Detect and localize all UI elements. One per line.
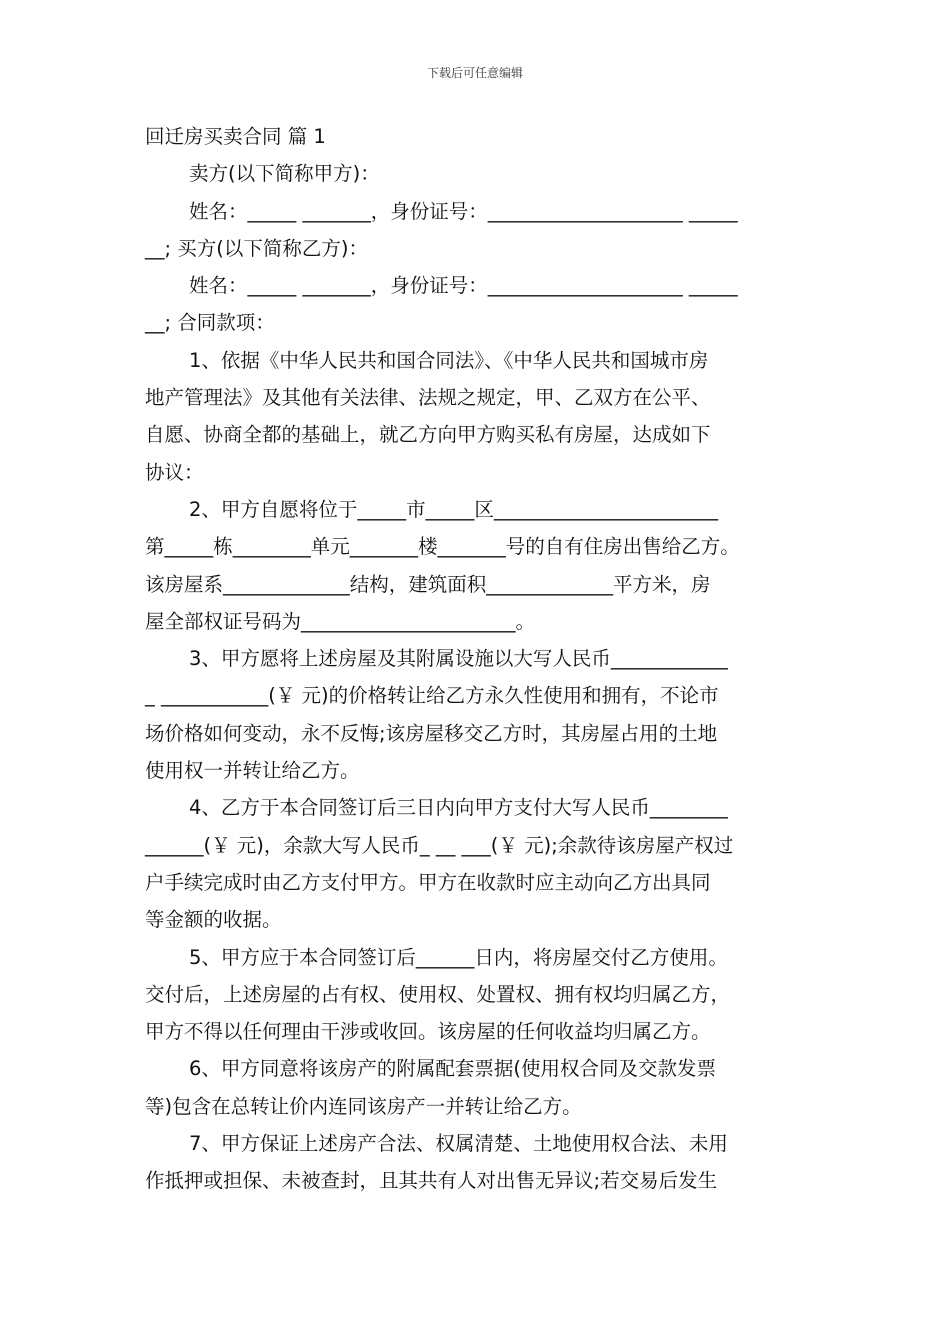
text-line: 姓名：_____ _______，身份证号：____________________ _____: [189, 274, 738, 298]
text-line: 自愿、协商全都的基础上，就乙方向甲方购买私有房屋，达成如下: [145, 423, 711, 447]
text-line: 协议：: [145, 460, 204, 484]
text-line: 7、甲方保证上述房产合法、权属清楚、土地使用权合法、未用: [189, 1132, 728, 1156]
text-line: 使用权一并转让给乙方。: [145, 759, 360, 783]
contract-body: [145, 118, 810, 1200]
text-line: 4、乙方于本合同签订后三日内向甲方支付大写人民币________: [189, 796, 728, 820]
text-line: __; 买方(以下简称乙方)：: [145, 236, 368, 260]
text-line: 6、甲方同意将该房产的附属配套票据(使用权合同及交款发票: [189, 1057, 717, 1081]
text-line: 第_____栋________单元_______楼_______号的自有住房出售给乙方。: [145, 535, 740, 559]
text-line: 屋全部权证号码为______________________。: [145, 609, 536, 633]
text-line: 地产管理法》及其他有关法律、法规之规定，甲、乙双方在公平、: [145, 386, 711, 410]
text-line: 场价格如何变动，永不反悔;该房屋移交乙方时，其房屋占用的土地: [145, 721, 718, 745]
text-line: 3、甲方愿将上述房屋及其附属设施以大写人民币____________: [189, 647, 728, 671]
text-line: 该房屋系_____________结构，建筑面积_____________平方米，房: [145, 572, 711, 596]
document-title: 回迁房买卖合同 篇 1: [145, 125, 326, 148]
text-line: ______(￥ 元)，余款大写人民币_ __ ___(￥ 元);余款待该房屋产权过: [145, 833, 734, 857]
text-line: 户手续完成时由乙方支付甲方。甲方在收款时应主动向乙方出具同: [145, 870, 711, 894]
text-line: 5、甲方应于本合同签订后______日内，将房屋交付乙方使用。: [189, 945, 728, 969]
text-line: 作抵押或担保、未被查封，且其共有人对出售无异议;若交易后发生: [145, 1169, 718, 1193]
text-line: 1、依据《中华人民共和国合同法》、《中华人民共和国城市房: [189, 348, 709, 372]
text-line: _ ___________(￥ 元)的价格转让给乙方永久性使用和拥有，不论市: [145, 684, 719, 708]
text-line: 卖方(以下简称甲方)：: [189, 162, 380, 186]
text-line: 等金额的收据。: [145, 908, 282, 932]
text-line: __; 合同款项：: [145, 311, 275, 335]
text-line: 姓名：_____ _______，身份证号：____________________ _____: [189, 199, 738, 223]
text-line: 甲方不得以任何理由干涉或收回。该房屋的任何收益均归属乙方。: [145, 1020, 711, 1044]
text-line: 交付后，上述房屋的占有权、使用权、处置权、拥有权均归属乙方，: [145, 982, 731, 1006]
page-header: 下载后可任意编辑: [426, 66, 523, 80]
text-line: 等)包含在总转让价内连同该房产一并转让给乙方。: [145, 1094, 582, 1118]
text-line: 2、甲方自愿将位于_____市_____区_______________________: [189, 497, 719, 521]
contract-text: [145, 155, 810, 1199]
